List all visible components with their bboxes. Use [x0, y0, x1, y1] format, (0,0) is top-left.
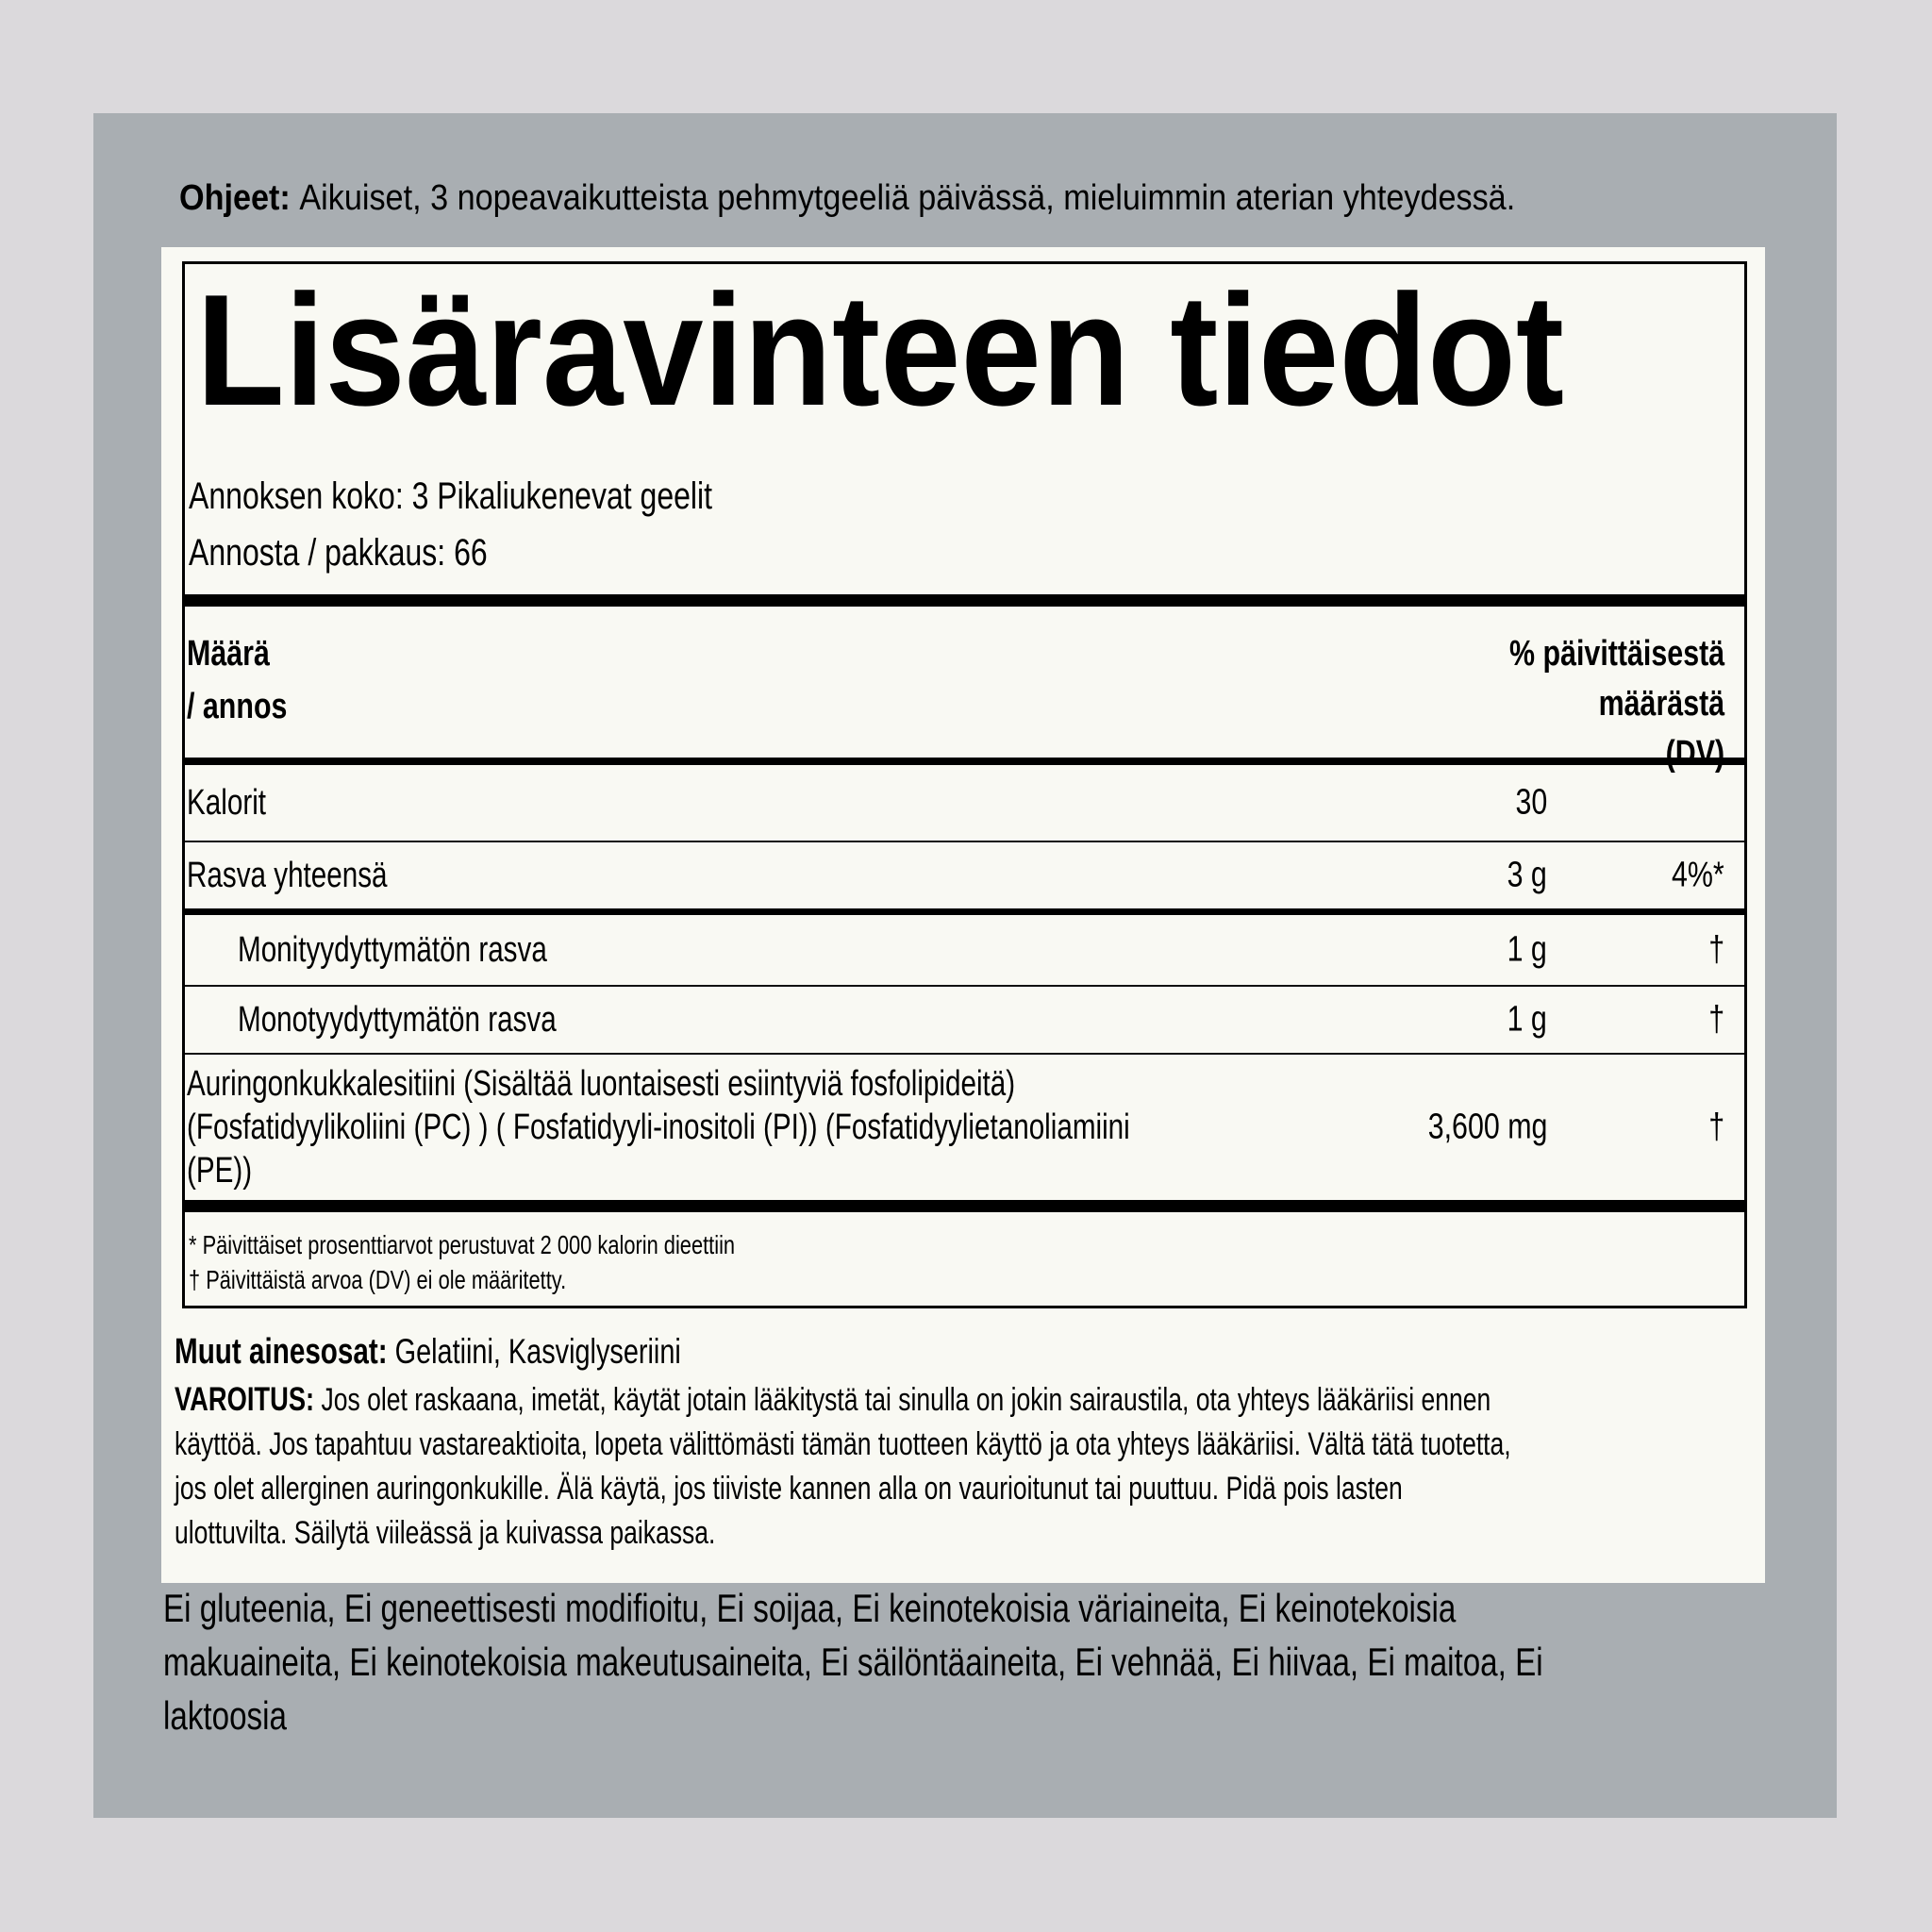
supplement-facts-title [194, 277, 1572, 426]
polyunsaturated-fat-amount: 1 g [1507, 929, 1547, 970]
amount-column-header: Määrä [187, 634, 270, 674]
footnotes [189, 1227, 1744, 1297]
subgroup-divider [185, 908, 1744, 915]
servings-per-container-line: Annosta / pakkaus: 66 [189, 532, 488, 574]
allergen-free-claims: Ei gluteenia, Ei geneettisesti modifioitu, Ei soijaa, Ei keinotekoisia väriaineita, Ei keinotekoisia makuaineita, Ei keinotekoisia makeutusaineita, Ei säilöntäaineita, Ei vehnää, Ei hiivaa, Ei maitoa, Ei laktoosia [163, 1586, 1543, 1738]
calories-amount: 30 [1515, 782, 1547, 823]
sunflower-lecithin-amount: 3,600 mg [1427, 1107, 1547, 1147]
table-row-polyunsaturated-fat: Monityydyttymätön rasva 1 g † [238, 929, 1724, 970]
table-row-sunflower-lecithin: Auringonkukkalesitiini (Sisältää luontaisesti esiintyviä fosfolipideitä) (Fosfatidyylikoliini (PC) ) ( Fosfatidyyli-inositoli (PI)) (Fosfatidyylietanoliamiini (PE)) 3,600 mg † [187, 1064, 1724, 1191]
monounsaturated-fat-amount: 1 g [1507, 999, 1547, 1040]
supplement-facts-box [182, 261, 1747, 1308]
other-ingredients-line [175, 1332, 824, 1373]
warning-paragraph: VAROITUS: Jos olet raskaana, imetät, käytät jotain lääkitystä tai sinulla on jokin sairaustila, ota yhteys lääkäriisi ennen käyttöä. Jos tapahtuu vastareaktioita, lopeta välittömästi tämän tuotteen käyttö ja ota yhteys lääkäriisi. Vältä tätä tuotetta, jos olet allerginen auringonkukille. Älä käytä, jos tiiviste kannen alla on vaurioitunut tai puuttuu. Pidä pois lasten ulottuvilta. Säilytä viileässä ja kuivassa paikassa. [175, 1381, 1511, 1551]
footnote-daily-value: * Päivittäiset prosenttiarvot perustuvat 2 000 kalorin dieettiin [189, 1230, 736, 1259]
serving-size-line: Annoksen koko: 3 Pikaliukenevat geelit [189, 475, 713, 517]
polyunsaturated-fat-dv: † [1708, 929, 1724, 970]
sunflower-lecithin-dv: † [1708, 1107, 1724, 1147]
directions-text: Aikuiset, 3 nopeavaikutteista pehmytgeeliä päivässä, mieluimmin aterian yhteydessä. [299, 178, 1516, 218]
monounsaturated-fat-dv: † [1708, 999, 1724, 1040]
total-fat-dv: 4%* [1672, 855, 1724, 895]
table-row-monounsaturated-fat: Monotyydyttymätön rasva 1 g † [238, 999, 1724, 1040]
table-row-total-fat: Rasva yhteensä 3 g 4%* [187, 855, 1724, 895]
directions-label: Ohjeet: [179, 178, 291, 218]
table-row-calories: Kalorit 30 [187, 782, 1547, 823]
label-gray-panel [93, 113, 1837, 1818]
other-ingredients-text: Gelatiini, Kasviglyseriini [394, 1332, 681, 1371]
thick-divider-bottom [185, 1200, 1744, 1212]
thick-divider-top [185, 594, 1744, 607]
table-header [185, 607, 1744, 774]
supplement-facts-title-text: Lisäravinteen tiedot [196, 277, 1564, 426]
supplement-facts-title-wrap [194, 277, 1744, 426]
footnote-dv-not-established: † Päivittäistä arvoa (DV) ei ole määritetty. [189, 1265, 567, 1294]
amount-column-header-line2: / annos [187, 687, 288, 726]
other-ingredients-label: Muut ainesosat: [175, 1332, 388, 1372]
daily-value-column-header: % päivittäisestä määrästä (DV) [1508, 634, 1724, 774]
total-fat-amount: 3 g [1507, 855, 1547, 895]
supplement-facts-panel [161, 247, 1765, 1583]
warning-label: VAROITUS: [175, 1381, 315, 1418]
directions-line [179, 175, 1664, 221]
